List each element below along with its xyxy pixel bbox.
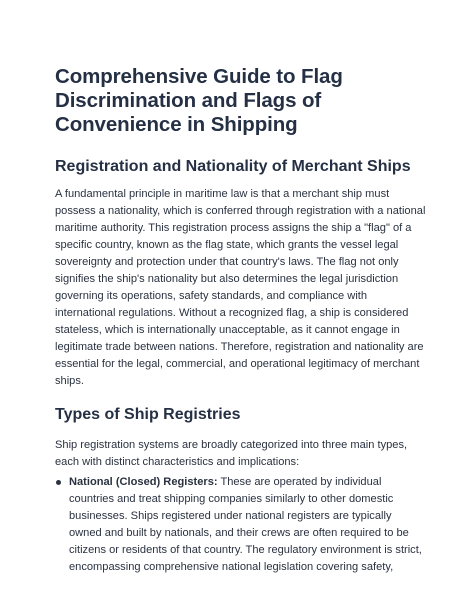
bullet-icon (56, 480, 61, 485)
document-page (55, 65, 427, 576)
list-item-national-registers (55, 474, 427, 576)
registry-types-list (55, 474, 427, 576)
document-title: Comprehensive Guide to Flag Discrimination and Flags of Convenience in Shipping (55, 65, 343, 136)
list-item-term: National (Closed) Registers: (69, 476, 218, 488)
section-intro-registry-types: Ship registration systems are broadly categorized into three main types, each with distinct characteristics and implications: (55, 439, 408, 468)
list-item-text: These are operated by individual countries and treat shipping companies similarly to other domestic businesses. Ships registered under national registers are typically owned and built by nationals, and their crews are often required to be citizens or residents of that country. The regulatory environment is strict, encompassing comprehensive national legislation covering safety, (69, 476, 422, 573)
section-paragraph-registration: A fundamental principle in maritime law is that a merchant ship must possess a nationality, which is conferred through registration with a national maritime authority. This registration process assigns the ship a "flag" of a specific country, known as the flag state, which grants the vessel legal sovereignty and protection under that country's laws. The flag not only signifies the ship's nationality but also determines the legal jurisdiction governing its operations, safety standards, and compliance with international regulations. Without a recognized flag, a ship is considered stateless, which is internationally unacceptable, as it cannot engage in legitimate trade between nations. Therefore, registration and nationality are essential for the legal, commercial, and operational legitimacy of merchant ships. (55, 188, 426, 387)
section-heading-registration: Registration and Nationality of Merchant Ships (55, 158, 411, 175)
section-heading-registry-types: Types of Ship Registries (55, 406, 241, 423)
